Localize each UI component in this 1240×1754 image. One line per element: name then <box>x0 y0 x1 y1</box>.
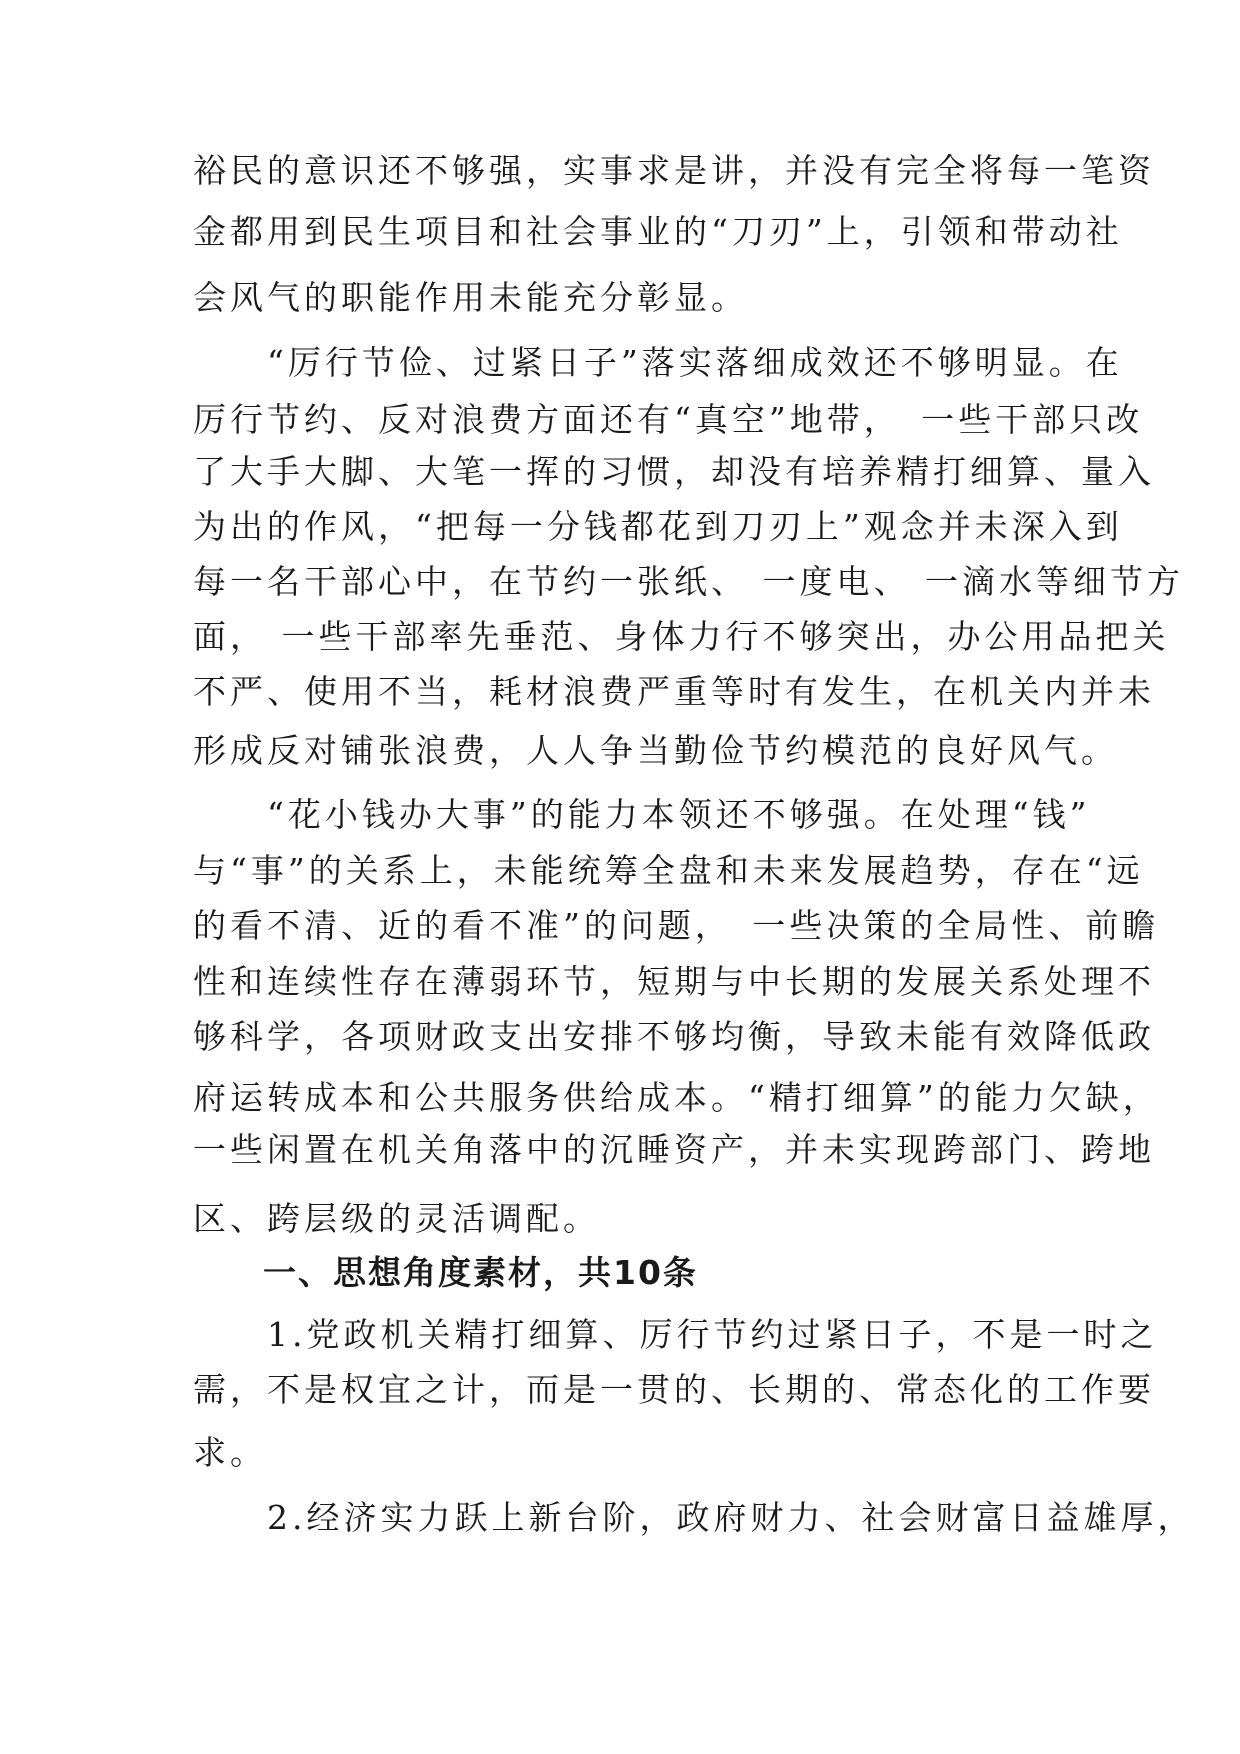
text-line-19: 区、跨层级的灵活调配。 <box>193 1199 600 1238</box>
text-line-5: 厉行节约、反对浪费方面还有“真空”地带， 一些干部只改 <box>193 400 1144 439</box>
text-line-1: 裕民的意识还不够强，实事求是讲，并没有完全将每一笔资 <box>193 151 1155 190</box>
text-line-7: 为出的作风，“把每一分钱都花到刀刃上”观念并未深入到 <box>193 507 1123 546</box>
text-line-3: 会风气的职能作用未能充分彰显。 <box>193 278 748 317</box>
text-line-8: 每一名干部心中，在节约一张纸、 一度电、 一滴水等细节方 <box>193 562 1184 601</box>
text-line-9: 面， 一些干部率先垂范、身体力行不够突出，办公用品把关 <box>193 617 1170 656</box>
text-line-21: 1.党政机关精打细算、厉行节约过紧日子，不是一时之 <box>193 1315 1158 1354</box>
text-line-4: “厉行节俭、过紧日子”落实落细成效还不够明显。在 <box>193 343 1123 382</box>
text-line-11: 形成反对铺张浪费，人人争当勤俭节约模范的良好风气。 <box>193 731 1118 770</box>
text-line-24: 2.经济实力跃上新台阶，政府财力、社会财富日益雄厚， <box>193 1498 1195 1537</box>
text-line-12: “花小钱办大事”的能力本领还不够强。在处理“钱” <box>193 795 1091 834</box>
text-line-18: 一些闲置在机关角落中的沉睡资产，并未实现跨部门、跨地 <box>193 1130 1155 1169</box>
text-line-16: 够科学，各项财政支出安排不够均衡，导致未能有效降低政 <box>193 1017 1155 1056</box>
text-line-13: 与“事”的关系上，未能统筹全盘和未来发展趋势，存在“远 <box>193 851 1144 890</box>
text-line-15: 性和连续性存在薄弱环节，短期与中长期的发展关系处理不 <box>193 962 1155 1001</box>
text-line-23: 求。 <box>193 1433 267 1472</box>
section-heading: 一、思想角度素材，共10条 <box>193 1253 698 1292</box>
text-line-2: 金都用到民生项目和社会事业的“刀刃”上，引领和带动社 <box>193 212 1123 251</box>
text-line-17: 府运转成本和公共服务供给成本。“精打细算”的能力欠缺， <box>193 1078 1160 1117</box>
text-line-22: 需，不是权宜之计，而是一贯的、长期的、常态化的工作要 <box>193 1370 1155 1409</box>
text-line-6: 了大手大脚、大笔一挥的习惯，却没有培养精打细算、量入 <box>193 452 1155 491</box>
text-line-10: 不严、使用不当，耗材浪费严重等时有发生，在机关内并未 <box>193 672 1155 711</box>
text-line-14: 的看不清、近的看不准”的问题， 一些决策的全局性、前瞻 <box>193 906 1160 945</box>
